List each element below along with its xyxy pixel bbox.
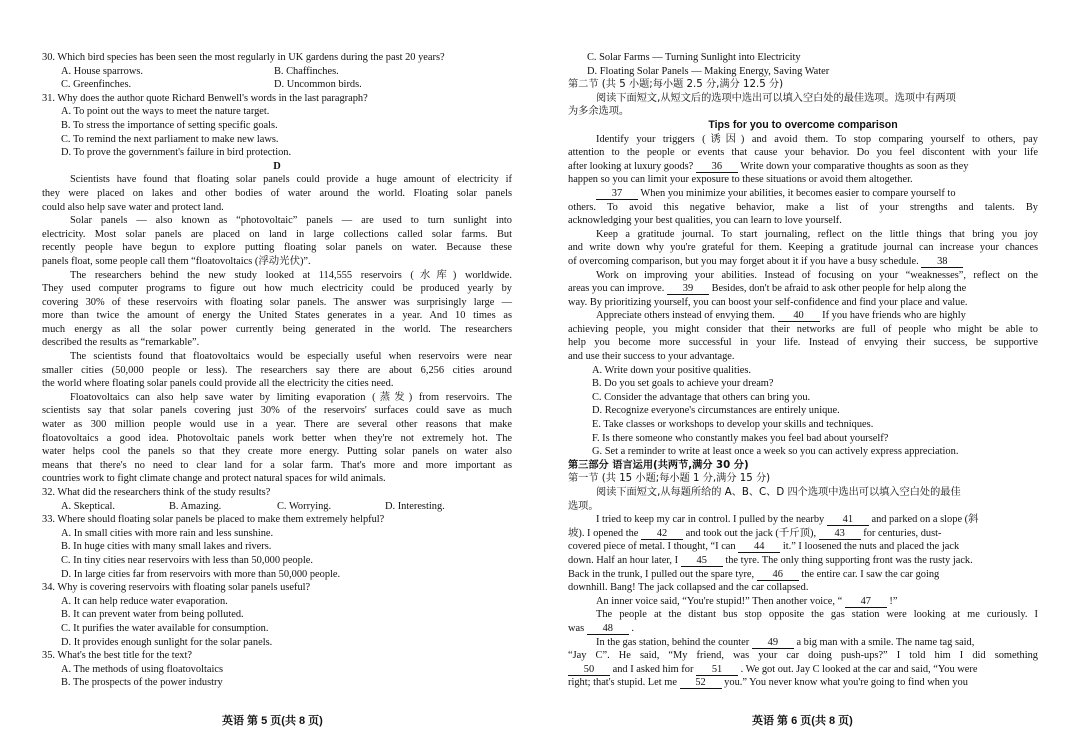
- passage-line: Identify your triggers (诱因) and avoid them. To stop comparing yourself to others, pay: [596, 133, 1038, 145]
- option-33a: A. In small cities with more rain and less sunshine.: [61, 527, 274, 539]
- question-33: 33. Where should floating solar panels be placed to make them extremely helpful?: [42, 514, 385, 526]
- passage-line: Back in the trunk, I pulled out the spare tyre, 46 the entire car. I saw the car going: [568, 568, 940, 580]
- passage-line: Appreciate others instead of envying them. 40 If you have friends who are highly: [596, 310, 966, 322]
- option-35c: C. Solar Farms — Turning Sunlight into Electricity: [587, 52, 801, 63]
- blank-43[interactable]: 43: [819, 528, 861, 540]
- passage-line: after looking at luxury goods? 36 Write down your comparative thoughts as soon as they: [568, 160, 969, 172]
- passage-line: downhill. Bang! The jack collapsed and the car collapsed.: [568, 582, 809, 594]
- passage-line: countries work to fight climate change and protect natural spaces for wild animals.: [42, 473, 386, 485]
- passage-line: of overcoming comparison, but you may forget about it if you have a busy schedule. 38: [568, 255, 1038, 269]
- passage-line: and write down why you're grateful for them. Keeping a gratitude journal can increase your chances: [568, 242, 1038, 254]
- passage-line: and use their success to your advantage.: [568, 351, 735, 363]
- passage-line: The researchers behind the new study looked at 114,555 reservoirs (水库) worldwide.: [70, 269, 512, 281]
- passage-line: right; that's stupid. Let me 52 you.” You never know what you're going to find when you: [568, 677, 968, 689]
- option-35a: A. The methods of using floatovoltaics: [61, 663, 223, 675]
- right-page: [568, 51, 1038, 690]
- choice-a: A. Write down your positive qualities.: [592, 364, 751, 376]
- blank-36[interactable]: 36: [696, 161, 738, 173]
- passage-line: means that there's no need to clear land for a solar farm. That's more and more important as: [42, 459, 512, 471]
- option-34a: A. It can help reduce water evaporation.: [61, 595, 228, 607]
- passage-line: acknowledging your best qualities, you can learn to love yourself.: [568, 215, 842, 227]
- choice-e: E. Take classes or workshops to develop your skills and techniques.: [592, 419, 874, 431]
- blank-45[interactable]: 45: [681, 555, 723, 567]
- passage-line: The scientists found that floatovoltaics would be especially useful when reservoirs were near: [70, 351, 512, 363]
- passage-line: more than twice the amount of energy the United States generates in a year. And 10 times as: [42, 310, 512, 322]
- choice-g: G. Set a reminder to write at least once a week so you can actively express appreciation.: [592, 446, 959, 458]
- option-34d: D. It provides enough sunlight for the solar panels.: [61, 636, 273, 648]
- passage-line: Work on improving your abilities. Instead of focusing on your “weaknesses”, reflect on the: [596, 269, 1038, 281]
- passage-line: happen so you can limit your exposure to these situations or avoid them altogether.: [568, 174, 913, 186]
- passage-line: They used computer programs to figure out how much electricity could be produced yearly by: [42, 283, 512, 295]
- passage-line: covering 30% of these reservoirs with floating solar panels. The answer was surprisingly large —: [42, 296, 512, 308]
- blank-37[interactable]: 37: [596, 188, 638, 200]
- blank-46[interactable]: 46: [757, 569, 799, 581]
- passage-line: help you become more successful in your life. Instead of envying their success, be supportive: [568, 337, 1038, 349]
- blank-39[interactable]: 39: [667, 283, 709, 295]
- page-footer-left: 英语 第 5 页(共 8 页): [222, 715, 323, 727]
- option-35b: B. The prospects of the power industry: [61, 677, 223, 689]
- option-32d: D. Interesting.: [385, 500, 445, 512]
- section-2-instruction: 阅读下面短文,从短文后的选项中选出可以填入空白处的最佳选项。选项中有两项: [596, 92, 956, 104]
- section-2-instruction: 为多余选项。: [568, 106, 630, 118]
- blank-42[interactable]: 42: [641, 528, 683, 540]
- blank-49[interactable]: 49: [752, 637, 794, 649]
- blank-47[interactable]: 47: [845, 596, 887, 608]
- passage-line: panels float, some people call them “floatovoltaics (浮动光伏)”.: [42, 255, 311, 267]
- question-32: 32. What did the researchers think of the study results?: [42, 487, 271, 498]
- option-35d: D. Floating Solar Panels — Making Energy, Saving Water: [587, 65, 830, 77]
- question-31: 31. Why does the author quote Richard Benwell's words in the last paragraph?: [42, 92, 368, 104]
- passage-line: described the results as “remarkable”.: [42, 337, 200, 349]
- passage-line: achieving people, you might consider that their networks are full of people who might be able to: [568, 323, 1038, 335]
- passage-line: recently people have begun to explore putting floating solar panels on water. Because these: [42, 242, 512, 254]
- passage-line: smaller cities (50,000 people or less). The researchers say there are about 6,256 cities around: [42, 364, 512, 376]
- section-1-instruction: 选项。: [568, 500, 599, 512]
- option-31c: C. To remind the next parliament to make new laws.: [61, 133, 279, 145]
- blank-50[interactable]: 50: [568, 664, 610, 676]
- passage-line: was 48 .: [568, 622, 634, 634]
- passage-line: Scientists have found that floating solar panels could provide a huge amount of electricity if: [70, 174, 512, 186]
- passage-line: “Jay C”. He said, “My friend, was your car doing push-ups?” I told him I did something: [568, 650, 1038, 662]
- passage-line: areas you can improve. 39 Besides, don't be afraid to ask other people for help along the: [568, 283, 967, 295]
- passage-line: An inner voice said, “You're stupid!” Then another voice, “ 47 !”: [596, 595, 898, 607]
- passage-line: Solar panels — also known as “photovoltaic” panels — are used to turn sunlight into: [70, 215, 512, 227]
- passage-line: covered piece of metal. I thought, “I can 44 it.” I loosened the nuts and placed the jack: [568, 541, 960, 553]
- option-33d: D. In large cities far from reservoirs with more than 50,000 people.: [61, 568, 341, 580]
- option-34c: C. It purifies the water available for consumption.: [61, 622, 269, 634]
- option-30a: A. House sparrows.: [61, 65, 143, 77]
- choice-f: F. Is there someone who constantly makes you feel bad about yourself?: [592, 432, 889, 444]
- blank-44[interactable]: 44: [738, 541, 780, 553]
- blank-38[interactable]: 38: [921, 256, 963, 268]
- passage-line: I tried to keep my car in control. I pulled by the nearby 41 and parked on a slope (斜: [596, 514, 979, 526]
- passage-line: Keep a gratitude journal. To start journaling, reflect on the little things that bring you joy: [596, 228, 1038, 240]
- section-1-instruction: 阅读下面短文,从每题所给的 A、B、C、D 四个选项中选出可以填入空白处的最佳: [596, 487, 961, 498]
- passage-line: 坡). I opened the 42 and took out the jack (千斤顶), 43 for centuries, dust-: [568, 527, 942, 539]
- option-32a: A. Skeptical.: [61, 500, 115, 512]
- option-31b: B. To stress the importance of setting specific goals.: [61, 119, 278, 131]
- passage-line: scientists say that solar panels covering just 30% of the reservoirs' surfaces could save as much: [42, 405, 512, 417]
- choice-b: B. Do you set goals to achieve your dream?: [592, 378, 774, 390]
- option-34b: B. It can prevent water from being polluted.: [61, 609, 244, 621]
- choice-c: C. Consider the advantage that others can bring you.: [592, 391, 811, 403]
- passage-line: they were placed on lakes and other bodies of water around the world. Floating solar panels: [42, 187, 512, 199]
- passage-line: 37 When you minimize your abilities, it becomes easier to compare yourself to: [568, 187, 1038, 201]
- passage-line: 50 and I asked him for 51 . We got out. Jay C looked at the car and said, “You were: [568, 663, 1038, 677]
- passage-line: much energy as all the solar power currently being generated in the world. The researchers: [42, 323, 512, 335]
- choice-d: D. Recognize everyone's circumstances are entirely unique.: [592, 405, 840, 417]
- blank-52[interactable]: 52: [680, 677, 722, 689]
- question-30: 30. Which bird species has been seen the most regularly in UK gardens during the past 20 years?: [42, 52, 445, 63]
- option-30d: D. Uncommon birds.: [274, 79, 362, 91]
- page-footer-right: 英语 第 6 页(共 8 页): [752, 715, 853, 727]
- option-30c: C. Greenfinches.: [61, 79, 132, 91]
- passage-line: down. Half an hour later, I 45 the tyre. The only thing supporting front was the rusty jack.: [568, 554, 973, 566]
- left-page: [42, 51, 512, 690]
- passage-line: could also help save water and protect land.: [42, 201, 224, 213]
- passage-line: others. To avoid this negative behavior, make a list of your strengths and talents. By: [568, 201, 1038, 213]
- option-31d: D. To prove the government's failure in bird protection.: [61, 147, 292, 159]
- option-32c: C. Worrying.: [277, 500, 332, 512]
- option-33c: C. In tiny cities near reservoirs with less than 50,000 people.: [61, 554, 313, 566]
- blank-51[interactable]: 51: [696, 664, 738, 676]
- passage-title: Tips for you to overcome comparison: [708, 118, 898, 131]
- passage-line: the world where floating solar panels could provide all the electricity the cities need.: [42, 378, 394, 390]
- option-31a: A. To point out the ways to meet the nature target.: [61, 106, 270, 118]
- passage-d-title: D: [273, 160, 281, 172]
- part-3-heading: 第三部分 语言运用(共两节,满分 30 分): [568, 459, 749, 471]
- section-1-heading: 第一节 (共 15 小题;每小题 1 分,满分 15 分): [568, 473, 771, 485]
- blank-41[interactable]: 41: [827, 514, 869, 526]
- blank-48[interactable]: 48: [587, 623, 629, 635]
- passage-line: Floatovoltaics can also help save water by limiting evaporation (蒸发) from reservoirs. The: [70, 391, 512, 403]
- option-33b: B. In huge cities with many small lakes and rivers.: [61, 541, 272, 553]
- question-35: 35. What's the best title for the text?: [42, 650, 192, 662]
- section-2-heading: 第二节 (共 5 小题;每小题 2.5 分,满分 12.5 分): [568, 79, 784, 91]
- passage-line: water as 300 million people would use in a year. There are several other reasons that make: [42, 419, 512, 431]
- question-34: 34. Why is covering reservoirs with floating solar panels useful?: [42, 582, 311, 594]
- option-32b: B. Amazing.: [169, 500, 222, 512]
- passage-line: electricity. Most solar panels are placed on land in large collections called solar farms. But: [42, 228, 512, 240]
- passage-line: water helps cool the panels so that they create more energy. Putting solar panels on water also: [42, 446, 512, 458]
- blank-40[interactable]: 40: [778, 310, 820, 322]
- passage-line: attention to the people or events that cause your behavior. Do you feel discontent with your life: [568, 147, 1038, 159]
- option-30b: B. Chaffinches.: [274, 65, 339, 77]
- passage-line: way. By prioritizing yourself, you can boost your self-confidence and find your place and value.: [568, 296, 968, 308]
- passage-line: In the gas station, behind the counter 49 a big man with a smile. The name tag said,: [596, 636, 975, 648]
- passage-line: floatovoltaics a good idea. Photovoltaic panels work better when they're not extremely hot. The: [42, 432, 512, 444]
- passage-line: The people at the distant bus stop opposite the gas station were looking at me curiously. I: [596, 609, 1038, 621]
